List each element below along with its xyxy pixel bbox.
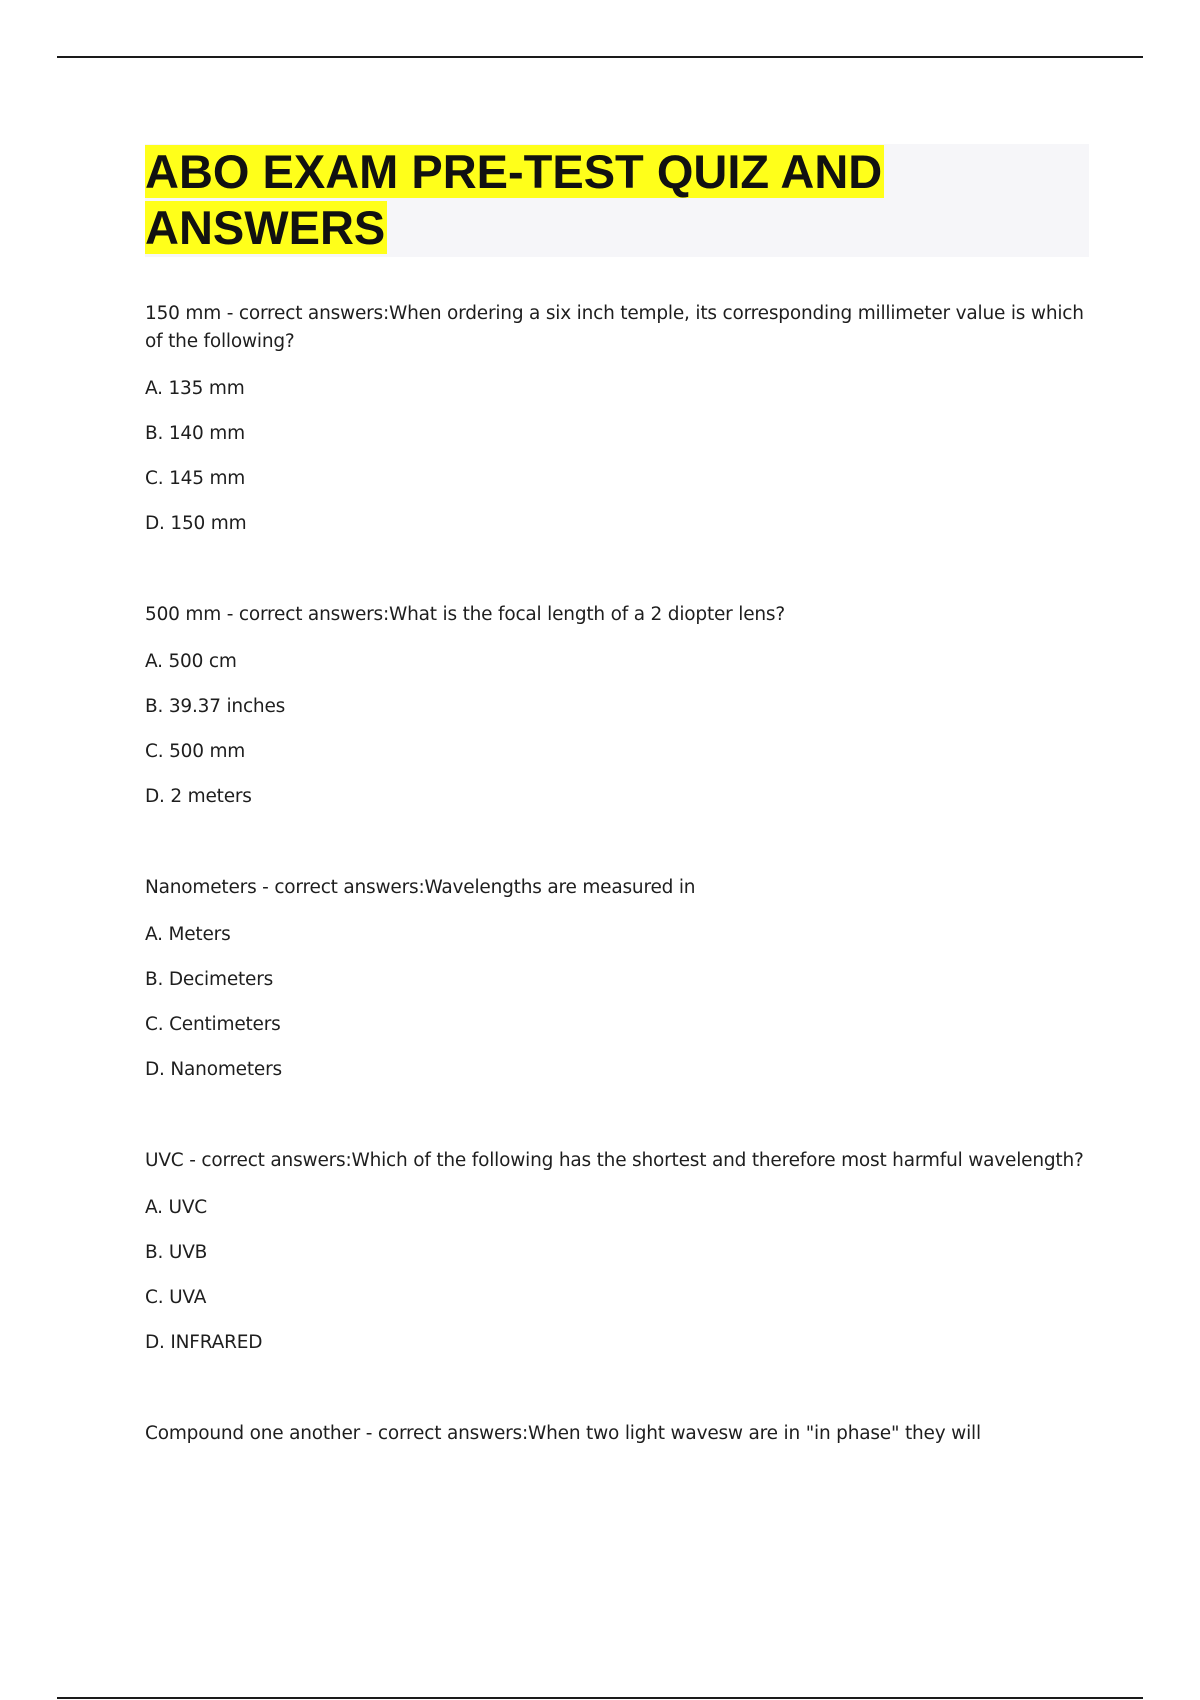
answer-option: D. INFRARED xyxy=(145,1332,263,1353)
answer-options xyxy=(145,648,1085,811)
question-5 xyxy=(145,1420,1085,1448)
question-2 xyxy=(145,601,1085,811)
answer-options xyxy=(145,375,1085,538)
answer-option: B. Decimeters xyxy=(145,969,274,990)
answer-option: C. Centimeters xyxy=(145,1014,281,1035)
answer-option: A. UVC xyxy=(145,1197,208,1218)
question-spacer xyxy=(145,811,1085,874)
question-spacer xyxy=(145,538,1085,601)
answer-option: A. Meters xyxy=(145,924,231,945)
question-spacer xyxy=(145,1357,1085,1420)
answer-options xyxy=(145,921,1085,1084)
answer-options xyxy=(145,1194,1085,1357)
question-text: Compound one another - correct answers:When two light wavesw are in "in phase" they will xyxy=(145,1423,981,1444)
question-3 xyxy=(145,874,1085,1084)
answer-option: D. Nanometers xyxy=(145,1059,282,1080)
question-spacer xyxy=(145,1084,1085,1147)
answer-option: B. UVB xyxy=(145,1242,208,1263)
answer-option: C. 145 mm xyxy=(145,468,246,489)
question-list xyxy=(145,300,1085,1448)
answer-option: B. 140 mm xyxy=(145,423,245,444)
answer-option: C. UVA xyxy=(145,1287,207,1308)
answer-option: D. 2 meters xyxy=(145,786,252,807)
header-rule xyxy=(57,56,1143,58)
question-text: UVC - correct answers:Which of the following has the shortest and therefore most harmful wavelength? xyxy=(145,1150,1084,1171)
question-text: 500 mm - correct answers:What is the focal length of a 2 diopter lens? xyxy=(145,604,785,625)
question-1 xyxy=(145,300,1085,538)
question-4 xyxy=(145,1147,1085,1357)
footer-rule xyxy=(57,1697,1143,1699)
answer-option: A. 135 mm xyxy=(145,378,245,399)
question-text: 150 mm - correct answers:When ordering a six inch temple, its corresponding millimeter value is which of the following? xyxy=(145,303,1084,352)
answer-option: C. 500 mm xyxy=(145,741,246,762)
answer-option: A. 500 cm xyxy=(145,651,237,672)
question-text: Nanometers - correct answers:Wavelengths are measured in xyxy=(145,877,696,898)
document-title xyxy=(145,144,945,256)
answer-option: D. 150 mm xyxy=(145,513,247,534)
document-title-text: ABO EXAM PRE-TEST QUIZ AND ANSWERS xyxy=(145,145,883,254)
answer-option: B. 39.37 inches xyxy=(145,696,286,717)
title-block xyxy=(145,144,1089,257)
